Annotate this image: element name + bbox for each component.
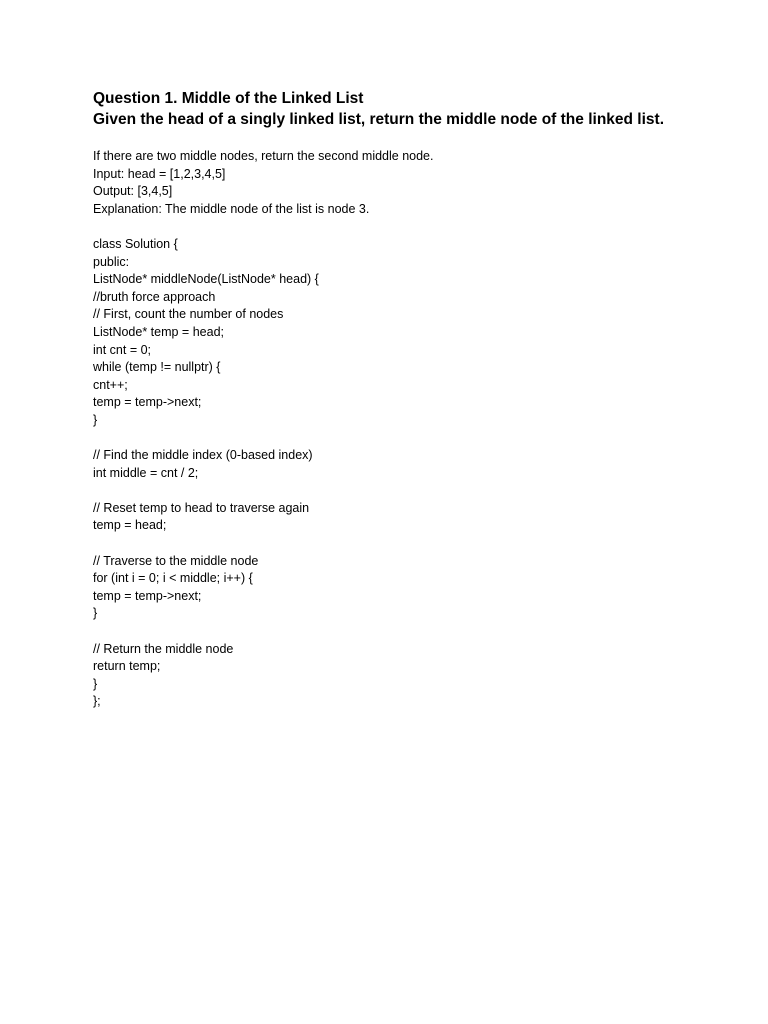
code-line: // Traverse to the middle node xyxy=(93,553,259,568)
code-line: temp = temp->next; xyxy=(93,588,202,603)
code-line: temp = temp->next; xyxy=(93,395,202,410)
code-line: class Solution { xyxy=(93,236,178,251)
code-line: ListNode* temp = head; xyxy=(93,324,224,339)
code-line: //bruth force approach xyxy=(93,289,216,304)
code-line: temp = head; xyxy=(93,518,167,533)
code-line: int middle = cnt / 2; xyxy=(93,465,199,480)
code-line: // First, count the number of nodes xyxy=(93,307,284,322)
description-line: If there are two middle nodes, return the second middle node. xyxy=(93,149,434,163)
description-line: Output: [3,4,5] xyxy=(93,184,173,199)
code-blank-line xyxy=(93,623,733,641)
code-line: return temp; xyxy=(93,659,161,674)
code-blank-line xyxy=(93,430,733,448)
code-line: }; xyxy=(93,694,101,709)
question-subtitle: Given the head of a singly linked list, return the middle node of the linked list. xyxy=(93,111,665,128)
code-line: } xyxy=(93,676,98,691)
code-line: while (temp != nullptr) { xyxy=(93,360,221,375)
code-line: // Return the middle node xyxy=(93,641,234,656)
question-title: Question 1. Middle of the Linked List xyxy=(93,90,364,107)
code-block xyxy=(93,236,733,711)
code-line: int cnt = 0; xyxy=(93,342,152,357)
code-line: } xyxy=(93,412,98,427)
code-line: } xyxy=(93,606,98,621)
code-line: for (int i = 0; i < middle; i++) { xyxy=(93,571,253,586)
code-line: cnt++; xyxy=(93,377,128,392)
code-line: // Find the middle index (0-based index) xyxy=(93,448,313,463)
description-line: Input: head = [1,2,3,4,5] xyxy=(93,166,226,181)
code-line: // Reset temp to head to traverse again xyxy=(93,500,310,515)
code-blank-line xyxy=(93,535,733,553)
code-line: ListNode* middleNode(ListNode* head) { xyxy=(93,272,319,287)
code-line: public: xyxy=(93,254,130,269)
code-blank-line xyxy=(93,482,733,500)
document-page xyxy=(93,88,733,711)
description-line: Explanation: The middle node of the list is node 3. xyxy=(93,201,370,216)
problem-description xyxy=(93,148,733,218)
